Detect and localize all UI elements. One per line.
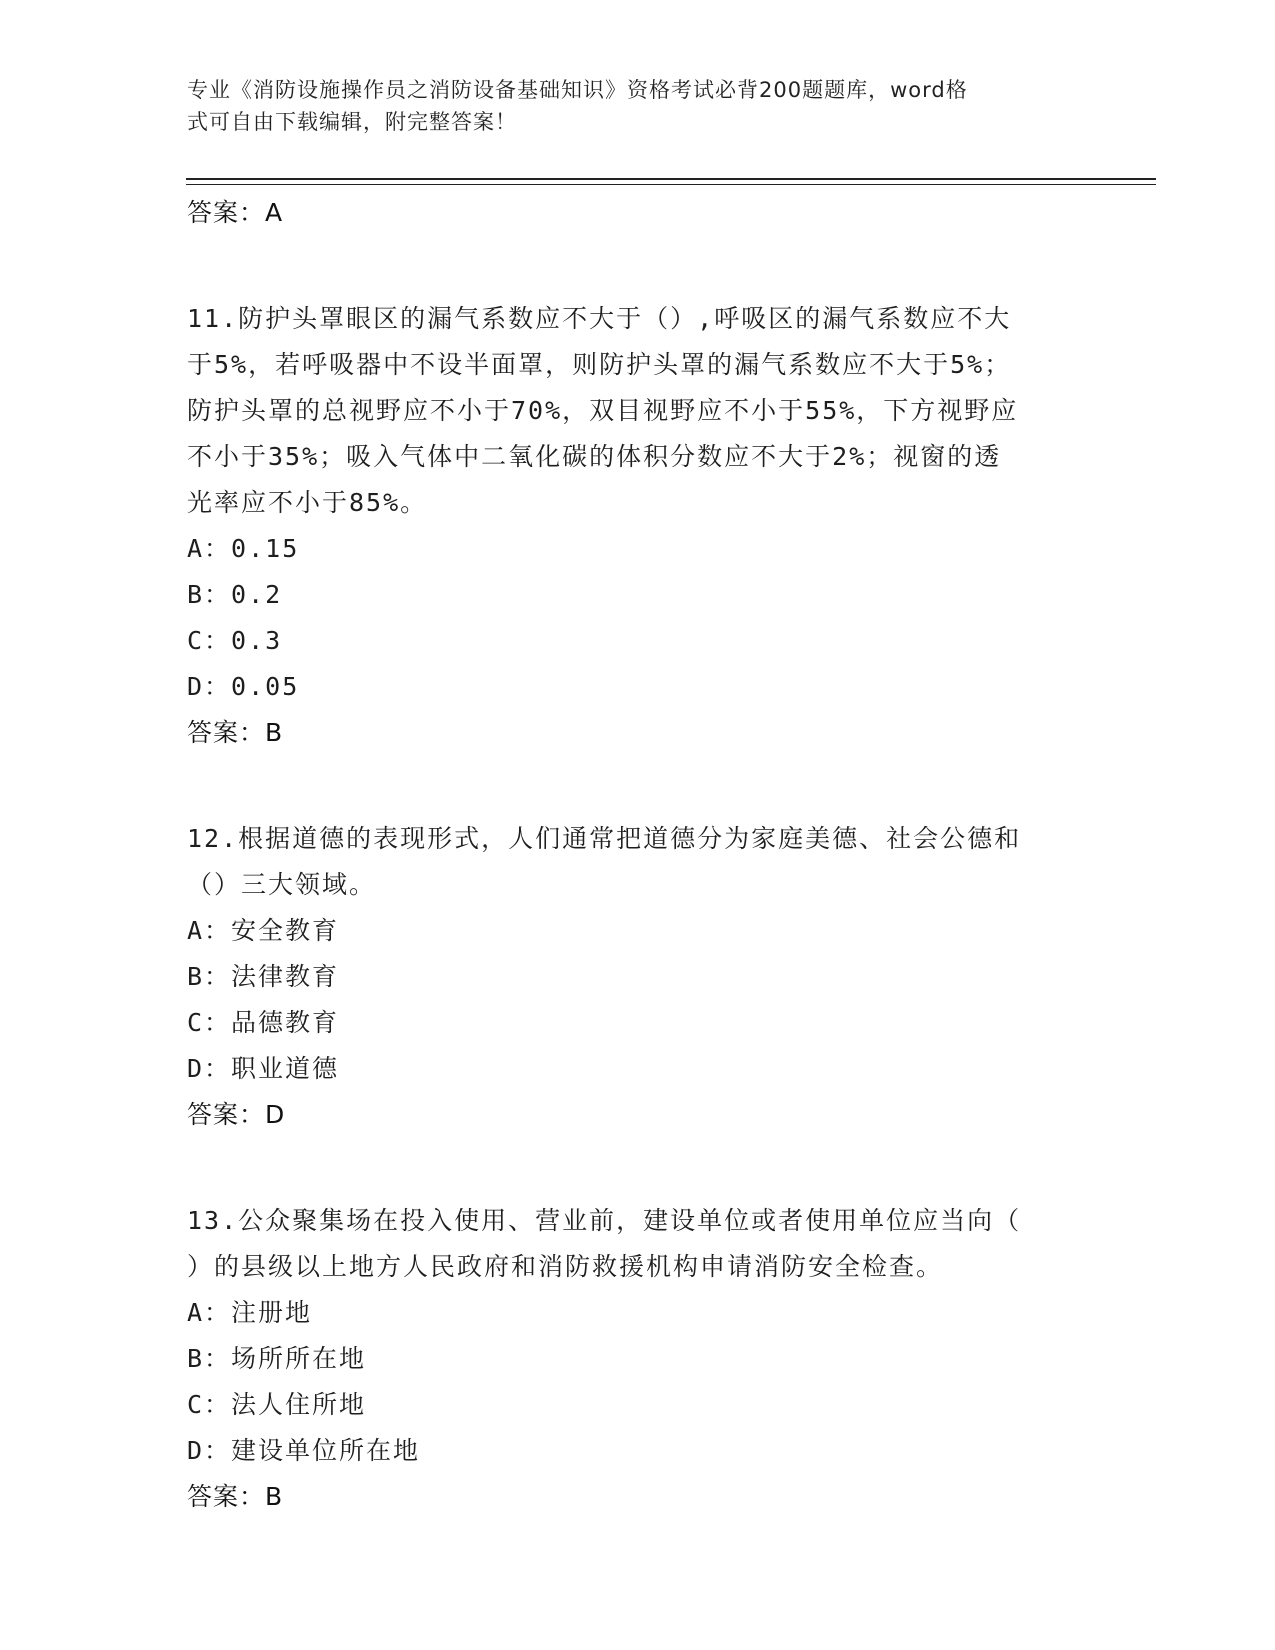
question-line: 不小于35%；吸入气体中二氧化碳的体积分数应不大于2%；视窗的透 <box>187 442 1002 471</box>
question-line: （）三大领域。 <box>187 870 377 899</box>
answer-line: 答案：B <box>187 1482 284 1511</box>
option-a: A：安全教育 <box>187 916 340 945</box>
option-b: B：0.2 <box>187 580 283 609</box>
option-d: D：建设单位所在地 <box>187 1436 421 1465</box>
option-a: A：0.15 <box>187 534 300 563</box>
header-rule-thin <box>186 184 1156 185</box>
header-rule-thick <box>186 178 1156 180</box>
question-line: ）的县级以上地方人民政府和消防救援机构申请消防安全检查。 <box>187 1252 944 1281</box>
section-gap <box>187 236 1087 296</box>
option-d: D：职业道德 <box>187 1054 340 1083</box>
question-line: 于5%，若呼吸器中不设半面罩，则防护头罩的漏气系数应不大于5%； <box>187 350 1012 379</box>
section-gap <box>187 756 1087 816</box>
question-block <box>187 1198 1087 1520</box>
answer-line: 答案：B <box>187 718 284 747</box>
option-c: C：0.3 <box>187 626 283 655</box>
option-b: B：场所所在地 <box>187 1344 367 1373</box>
answer-line: 答案：D <box>187 1100 286 1129</box>
option-a: A：注册地 <box>187 1298 313 1327</box>
option-c: C：法人住所地 <box>187 1390 367 1419</box>
option-d: D：0.05 <box>187 672 300 701</box>
header-line-2: 式可自由下载编辑，附完整答案！ <box>187 110 517 134</box>
option-c: C：品德教育 <box>187 1008 340 1037</box>
question-line: 13.公众聚集场在投入使用、营业前，建设单位或者使用单位应当向（ <box>187 1206 1022 1235</box>
question-block <box>187 816 1087 1138</box>
question-line: 光率应不小于85%。 <box>187 488 428 517</box>
header-line-1: 专业《消防设施操作员之消防设备基础知识》资格考试必背200题题库，word格 <box>187 78 968 102</box>
answer-line: 答案：A <box>187 198 284 227</box>
option-b: B：法律教育 <box>187 962 340 991</box>
question-line: 11.防护头罩眼区的漏气系数应不大于（）,呼吸区的漏气系数应不大 <box>187 304 1012 333</box>
question-block <box>187 296 1087 756</box>
document-header <box>187 74 1067 138</box>
question-list <box>187 190 1087 1520</box>
section-gap <box>187 1138 1087 1198</box>
question-line: 防护头罩的总视野应不小于70%，双目视野应不小于55%，下方视野应 <box>187 396 1019 425</box>
question-line: 12.根据道德的表现形式，人们通常把道德分为家庭美德、社会公德和 <box>187 824 1022 853</box>
